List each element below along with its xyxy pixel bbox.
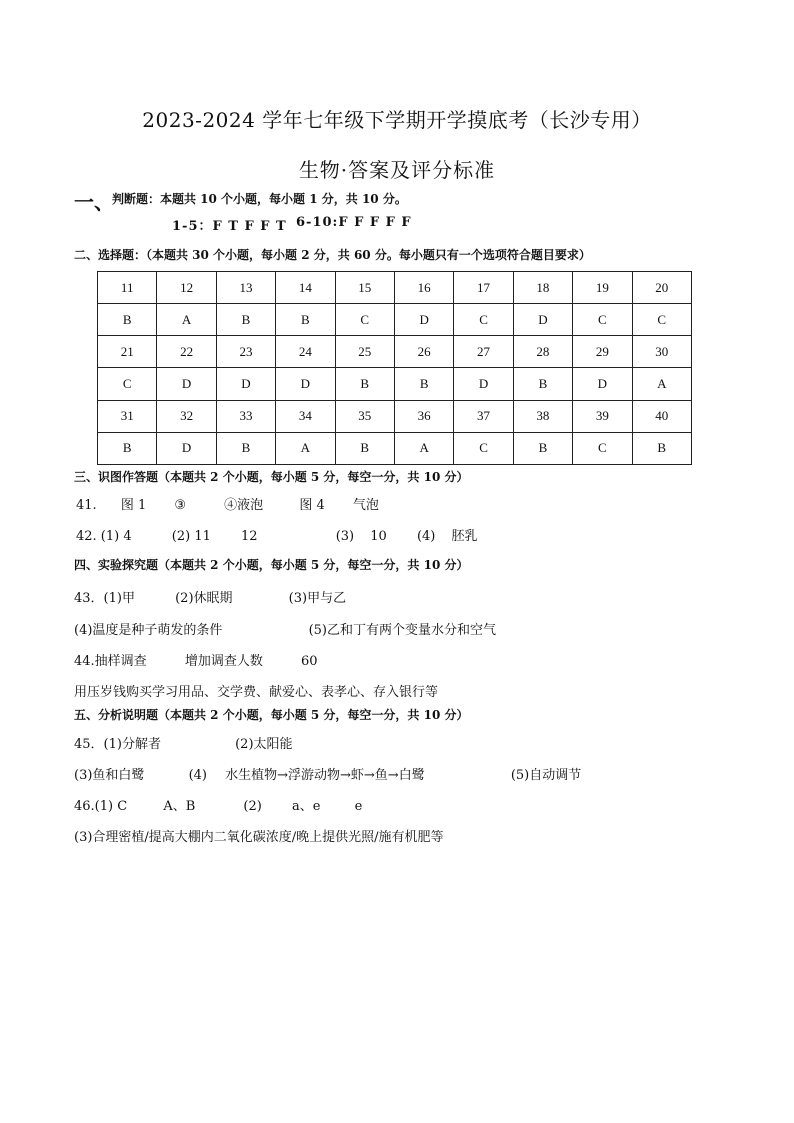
document-subtitle: 生物·答案及评分标准 — [298, 158, 496, 182]
answer-cell: C — [454, 432, 513, 464]
question-number-row — [98, 336, 692, 368]
q44-part-2: 增加调查人数 — [184, 654, 263, 669]
answer-cell: B — [335, 368, 394, 400]
q42-part-1: 42. (1) 4 — [76, 529, 132, 544]
q46-part-4: e — [354, 799, 363, 814]
document-title: 2023-2024 学年七年级下学期开学摸底考（长沙专用） — [142, 108, 652, 132]
q42-part-2: (2) 11 — [171, 529, 211, 544]
question-number-cell: 15 — [335, 272, 394, 304]
question-number-row — [98, 272, 692, 304]
q44-line-1 — [74, 650, 318, 669]
q44-line-2: 用压岁钱购买学习用品、交学费、献爱心、表孝心、存入银行等 — [74, 685, 439, 700]
question-number-cell: 19 — [573, 272, 632, 304]
q42-part-5-label: (4) — [416, 529, 436, 544]
question-number-cell: 22 — [157, 336, 216, 368]
q45-part-2: (2)太阳能 — [235, 737, 293, 752]
question-number-cell: 34 — [276, 400, 335, 432]
q44-part-1: 44.抽样调查 — [74, 654, 147, 669]
q43-part-4: (4)温度是种子萌发的条件 — [74, 623, 223, 638]
question-number-cell: 16 — [394, 272, 453, 304]
answer-cell: B — [98, 304, 157, 336]
section1-marker: 一、 — [74, 190, 114, 214]
question-number-cell: 38 — [513, 400, 572, 432]
q41-answer-2: ③ — [174, 498, 187, 513]
section1-answers-1-5: 1-5：F T F F T — [172, 219, 287, 234]
answer-row — [98, 368, 692, 400]
answer-cell: B — [394, 368, 453, 400]
answer-cell: A — [157, 304, 216, 336]
q42-part-5: 胚乳 — [451, 529, 478, 544]
answer-cell: C — [573, 304, 632, 336]
answer-cell: D — [573, 368, 632, 400]
answer-cell: A — [276, 432, 335, 464]
answer-row — [98, 304, 692, 336]
answer-cell: B — [513, 432, 572, 464]
section5-heading: 五、分析说明题（本题共 2 个小题，每小题 5 分，每空一分，共 10 分） — [74, 708, 469, 722]
answer-cell: D — [513, 304, 572, 336]
q45-part-4-label: (4) — [188, 768, 207, 783]
answer-cell: C — [454, 304, 513, 336]
question-number-cell: 33 — [216, 400, 275, 432]
q45-part-3: (3)鱼和白鹭 — [74, 768, 145, 783]
q43-part-5: (5)乙和丁有两个变量水分和空气 — [308, 623, 496, 638]
q42-part-4: 10 — [370, 529, 387, 544]
question-number-cell: 40 — [632, 400, 691, 432]
answer-cell: D — [394, 304, 453, 336]
answer-cell: C — [335, 304, 394, 336]
q46-part-1: 46.(1) C — [74, 799, 128, 814]
question-number-cell: 30 — [632, 336, 691, 368]
question-number-cell: 14 — [276, 272, 335, 304]
q41-number: 41. — [76, 498, 97, 513]
answer-cell: D — [276, 368, 335, 400]
q43-line-1 — [74, 587, 346, 606]
answer-cell: C — [573, 432, 632, 464]
question-number-cell: 37 — [454, 400, 513, 432]
answer-cell: C — [98, 368, 157, 400]
answer-row — [98, 432, 692, 464]
section2-heading: 二、选择题：（本题共 30 个小题，每小题 2 分，共 60 分。每小题只有一个选项符合题目要求） — [74, 248, 591, 262]
q46-part-2: A、B — [163, 799, 196, 814]
answer-cell: A — [632, 368, 691, 400]
answer-cell: D — [454, 368, 513, 400]
question-number-cell: 36 — [394, 400, 453, 432]
q43-part-2: (2)休眠期 — [175, 591, 233, 606]
q46-part-3: a、e — [291, 799, 321, 814]
q41-line — [76, 494, 379, 513]
q42-part-4-label: (3) — [335, 529, 355, 544]
question-number-cell: 12 — [157, 272, 216, 304]
answer-cell: D — [216, 368, 275, 400]
question-number-cell: 35 — [335, 400, 394, 432]
answer-cell: B — [335, 432, 394, 464]
answer-table — [97, 271, 692, 465]
q44-part-3: 60 — [300, 654, 318, 669]
question-number-cell: 24 — [276, 336, 335, 368]
q45-part-5: (5)自动调节 — [510, 768, 582, 783]
question-number-cell: 18 — [513, 272, 572, 304]
answer-cell: D — [157, 432, 216, 464]
question-number-cell: 23 — [216, 336, 275, 368]
question-number-cell: 31 — [98, 400, 157, 432]
q43-line-2 — [74, 619, 496, 638]
answer-cell: D — [157, 368, 216, 400]
question-number-cell: 25 — [335, 336, 394, 368]
question-number-row — [98, 400, 692, 432]
q46-line-2: (3)合理密植/提高大棚内二氧化碳浓度/晚上提供光照/施有机肥等 — [74, 830, 444, 845]
question-number-cell: 21 — [98, 336, 157, 368]
question-number-cell: 26 — [394, 336, 453, 368]
q41-answer-5: 气泡 — [352, 498, 379, 513]
q46-line-1 — [74, 795, 362, 814]
q43-part-3: (3)甲与乙 — [288, 591, 347, 606]
question-number-cell: 17 — [454, 272, 513, 304]
question-number-cell: 39 — [573, 400, 632, 432]
q41-answer-3: ④液泡 — [224, 498, 264, 513]
answer-cell: B — [632, 432, 691, 464]
question-number-cell: 28 — [513, 336, 572, 368]
section3-heading: 三、识图作答题（本题共 2 个小题，每小题 5 分，每空一分，共 10 分） — [74, 470, 469, 484]
answer-cell: B — [216, 432, 275, 464]
question-number-cell: 27 — [454, 336, 513, 368]
q41-answer-1: 图 1 — [120, 498, 147, 513]
q45-line-1 — [74, 733, 293, 752]
question-number-cell: 13 — [216, 272, 275, 304]
answer-cell: A — [394, 432, 453, 464]
q45-part-1: 45．(1)分解者 — [74, 737, 161, 752]
section4-heading: 四、实验探究题（本题共 2 个小题，每小题 5 分，每空一分，共 10 分） — [74, 558, 469, 572]
q43-part-1: 43．(1)甲 — [74, 591, 135, 606]
answer-cell: B — [98, 432, 157, 464]
question-number-cell: 32 — [157, 400, 216, 432]
answer-cell: C — [632, 304, 691, 336]
section1-answers-6-10: 6-10:F F F F F — [296, 215, 412, 230]
answer-cell: B — [276, 304, 335, 336]
q42-part-3: 12 — [241, 529, 258, 544]
q45-line-2 — [74, 764, 581, 783]
q42-line — [76, 525, 478, 544]
answer-cell: B — [513, 368, 572, 400]
question-number-cell: 29 — [573, 336, 632, 368]
q46-part-3-label: (2) — [243, 799, 262, 814]
answer-cell: B — [216, 304, 275, 336]
question-number-cell: 20 — [632, 272, 691, 304]
question-number-cell: 11 — [98, 272, 157, 304]
q41-answer-4: 图 4 — [299, 498, 325, 513]
section1-heading: 判断题：本题共 10 个小题，每小题 1 分，共 10 分。 — [112, 192, 407, 206]
q45-part-4: 水生植物→浮游动物→虾→鱼→白鹭 — [225, 768, 425, 783]
